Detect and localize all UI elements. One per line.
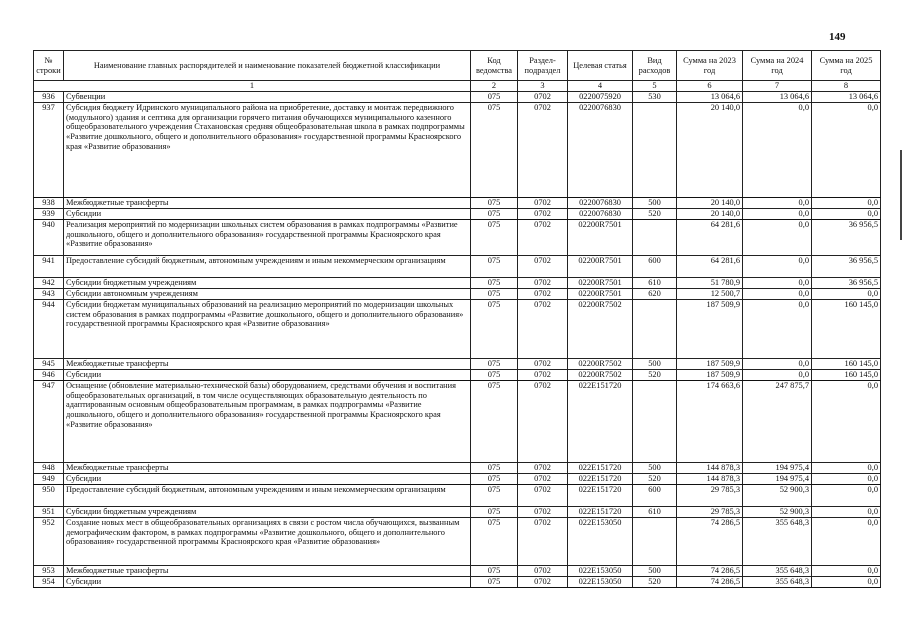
table-row <box>34 576 881 587</box>
row-number: 945 <box>34 358 64 369</box>
row-sum-2024: 52 900,3 <box>743 506 812 517</box>
column-index: 8 <box>812 81 881 92</box>
row-sum-2025: 36 956,5 <box>812 255 881 277</box>
row-name: Субсидии <box>64 473 471 484</box>
row-sum-2024: 0,0 <box>743 219 812 255</box>
table-row <box>34 369 881 380</box>
row-sum-2025: 0,0 <box>812 208 881 219</box>
row-number: 949 <box>34 473 64 484</box>
row-target: 022E151720 <box>568 473 633 484</box>
row-section: 0702 <box>518 462 568 473</box>
row-name: Межбюджетные трансферты <box>64 197 471 208</box>
row-sum-2023: 20 140,0 <box>677 197 743 208</box>
row-kind <box>633 219 677 255</box>
row-name: Субсидия бюджету Идринского муниципального района на приобретение, доставку и монтаж передвижного (модульного) здания и септика для организации горячего питания обучающихся муниципального казенного общеобразовательного учреждения Стахановская средняя общеобразовательная школа в рамках подпрограммы «Развитие дошкольного, общего и дополнительного образования» государственной программы Красноярского края «Развитие образования» <box>64 102 471 197</box>
header-sum-2025: Сумма на 2025 год <box>812 51 881 81</box>
row-number: 946 <box>34 369 64 380</box>
table-body <box>34 91 881 587</box>
column-index: 3 <box>518 81 568 92</box>
row-sum-2025: 0,0 <box>812 288 881 299</box>
row-kind: 520 <box>633 369 677 380</box>
row-kind <box>633 517 677 565</box>
row-sum-2025: 0,0 <box>812 517 881 565</box>
row-code: 075 <box>471 91 518 102</box>
row-number: 953 <box>34 565 64 576</box>
row-target: 02200R7501 <box>568 255 633 277</box>
row-target: 02200R7501 <box>568 219 633 255</box>
row-sum-2023: 64 281,6 <box>677 255 743 277</box>
row-section: 0702 <box>518 91 568 102</box>
table-row <box>34 484 881 506</box>
row-section: 0702 <box>518 358 568 369</box>
table-row <box>34 197 881 208</box>
table-row <box>34 255 881 277</box>
row-code: 075 <box>471 380 518 462</box>
row-sum-2023: 20 140,0 <box>677 208 743 219</box>
row-sum-2024: 0,0 <box>743 369 812 380</box>
row-code: 075 <box>471 369 518 380</box>
row-target: 022E153050 <box>568 565 633 576</box>
row-section: 0702 <box>518 576 568 587</box>
row-number: 938 <box>34 197 64 208</box>
row-sum-2024: 52 900,3 <box>743 484 812 506</box>
row-name: Создание новых мест в общеобразовательных организациях в связи с ростом числа обучающихся, вызванным демографическим фактором, в рамках подпрограммы «Развитие дошкольного, общего и дополнительного образования» государственной программы Красноярского края «Развитие образования» <box>64 517 471 565</box>
row-name: Субсидии бюджетным учреждениям <box>64 506 471 517</box>
row-code: 075 <box>471 565 518 576</box>
row-name: Субвенции <box>64 91 471 102</box>
row-target: 0220076830 <box>568 102 633 197</box>
row-sum-2024: 0,0 <box>743 208 812 219</box>
column-index: 1 <box>34 81 471 92</box>
row-section: 0702 <box>518 473 568 484</box>
row-code: 075 <box>471 517 518 565</box>
row-code: 075 <box>471 299 518 358</box>
row-target: 022E151720 <box>568 380 633 462</box>
row-number: 951 <box>34 506 64 517</box>
header-row-no: № строки <box>34 51 64 81</box>
table-row <box>34 565 881 576</box>
row-code: 075 <box>471 102 518 197</box>
row-sum-2025: 0,0 <box>812 462 881 473</box>
row-code: 075 <box>471 255 518 277</box>
row-name: Межбюджетные трансферты <box>64 358 471 369</box>
row-number: 941 <box>34 255 64 277</box>
table-row <box>34 473 881 484</box>
row-section: 0702 <box>518 369 568 380</box>
row-kind: 600 <box>633 484 677 506</box>
row-number: 942 <box>34 277 64 288</box>
row-sum-2023: 74 286,5 <box>677 517 743 565</box>
row-name: Субсидии бюджетам муниципальных образований на реализацию мероприятий по модернизации школьных систем образования в рамках подпрограммы «Развитие дошкольного, общего и дополнительного образования» государственной программы Красноярского края «Развитие образования» <box>64 299 471 358</box>
row-code: 075 <box>471 473 518 484</box>
row-kind: 500 <box>633 462 677 473</box>
row-sum-2025: 36 956,5 <box>812 277 881 288</box>
row-sum-2025: 0,0 <box>812 102 881 197</box>
header-name: Наименование главных распорядителей и наименование показателей бюджетной классификации <box>64 51 471 81</box>
row-section: 0702 <box>518 255 568 277</box>
table-row <box>34 506 881 517</box>
row-sum-2023: 174 663,6 <box>677 380 743 462</box>
header-sum-2024: Сумма на 2024 год <box>743 51 812 81</box>
row-section: 0702 <box>518 197 568 208</box>
row-sum-2024: 194 975,4 <box>743 473 812 484</box>
table-row <box>34 219 881 255</box>
column-index-row <box>34 81 881 92</box>
row-target: 02200R7502 <box>568 369 633 380</box>
row-section: 0702 <box>518 506 568 517</box>
row-code: 075 <box>471 219 518 255</box>
row-sum-2025: 160 145,0 <box>812 299 881 358</box>
row-kind <box>633 380 677 462</box>
row-sum-2024: 355 648,3 <box>743 565 812 576</box>
row-sum-2023: 29 785,3 <box>677 484 743 506</box>
row-name: Субсидии <box>64 576 471 587</box>
row-number: 937 <box>34 102 64 197</box>
row-name: Оснащение (обновление материально-технической базы) оборудованием, средствами обучения и воспитания общеобразовательных организаций, в том числе осуществляющих образовательную деятельность по адаптированным основным общеобразовательным программам, в рамках подпрограммы «Развитие дошкольного, общего и дополнительного образования» государственной программы Красноярского края «Развитие образования» <box>64 380 471 462</box>
table-row <box>34 299 881 358</box>
row-number: 944 <box>34 299 64 358</box>
row-section: 0702 <box>518 102 568 197</box>
row-target: 022E151720 <box>568 484 633 506</box>
row-sum-2025: 0,0 <box>812 506 881 517</box>
row-name: Субсидии <box>64 208 471 219</box>
table-row <box>34 208 881 219</box>
row-sum-2025: 0,0 <box>812 576 881 587</box>
row-code: 075 <box>471 506 518 517</box>
row-target: 0220076830 <box>568 208 633 219</box>
row-number: 952 <box>34 517 64 565</box>
row-sum-2025: 36 956,5 <box>812 219 881 255</box>
row-sum-2023: 12 500,7 <box>677 288 743 299</box>
row-name: Субсидии автономным учреждениям <box>64 288 471 299</box>
row-sum-2024: 194 975,4 <box>743 462 812 473</box>
row-name: Реализация мероприятий по модернизации школьных систем образования в рамках подпрограммы «Развитие дошкольного, общего и дополнительного образования» государственной программы Красноярского края «Развитие образования» <box>64 219 471 255</box>
row-kind: 500 <box>633 565 677 576</box>
row-sum-2023: 51 780,9 <box>677 277 743 288</box>
row-sum-2023: 187 509,9 <box>677 358 743 369</box>
row-name: Субсидии бюджетным учреждениям <box>64 277 471 288</box>
row-name: Межбюджетные трансферты <box>64 565 471 576</box>
row-section: 0702 <box>518 517 568 565</box>
row-sum-2025: 0,0 <box>812 197 881 208</box>
row-target: 022E153050 <box>568 576 633 587</box>
row-sum-2025: 0,0 <box>812 380 881 462</box>
row-section: 0702 <box>518 208 568 219</box>
row-sum-2025: 160 145,0 <box>812 358 881 369</box>
row-kind <box>633 299 677 358</box>
header-section: Раздел-подраздел <box>518 51 568 81</box>
row-sum-2025: 13 064,6 <box>812 91 881 102</box>
row-section: 0702 <box>518 277 568 288</box>
row-number: 950 <box>34 484 64 506</box>
row-sum-2024: 355 648,3 <box>743 517 812 565</box>
row-number: 947 <box>34 380 64 462</box>
table-row <box>34 277 881 288</box>
header-target: Целевая статья <box>568 51 633 81</box>
row-sum-2024: 0,0 <box>743 255 812 277</box>
row-sum-2023: 29 785,3 <box>677 506 743 517</box>
column-index: 7 <box>743 81 812 92</box>
row-sum-2025: 0,0 <box>812 473 881 484</box>
row-sum-2023: 74 286,5 <box>677 565 743 576</box>
row-target: 02200R7502 <box>568 299 633 358</box>
row-kind: 520 <box>633 473 677 484</box>
column-index: 2 <box>471 81 518 92</box>
row-target: 02200R7501 <box>568 288 633 299</box>
row-code: 075 <box>471 358 518 369</box>
header-code: Код ведомства <box>471 51 518 81</box>
row-target: 022E153050 <box>568 517 633 565</box>
row-code: 075 <box>471 197 518 208</box>
row-sum-2025: 0,0 <box>812 484 881 506</box>
row-kind: 520 <box>633 208 677 219</box>
table-row <box>34 288 881 299</box>
row-name: Субсидии <box>64 369 471 380</box>
row-kind: 500 <box>633 358 677 369</box>
table-row <box>34 380 881 462</box>
row-sum-2025: 160 145,0 <box>812 369 881 380</box>
row-target: 02200R7501 <box>568 277 633 288</box>
row-sum-2024: 0,0 <box>743 102 812 197</box>
row-kind: 610 <box>633 506 677 517</box>
row-kind: 620 <box>633 288 677 299</box>
row-sum-2023: 187 509,9 <box>677 299 743 358</box>
row-sum-2023: 187 509,9 <box>677 369 743 380</box>
row-sum-2024: 355 648,3 <box>743 576 812 587</box>
row-section: 0702 <box>518 299 568 358</box>
row-kind: 500 <box>633 197 677 208</box>
row-sum-2023: 144 878,3 <box>677 473 743 484</box>
row-code: 075 <box>471 576 518 587</box>
row-number: 940 <box>34 219 64 255</box>
row-number: 948 <box>34 462 64 473</box>
row-code: 075 <box>471 208 518 219</box>
row-number: 943 <box>34 288 64 299</box>
row-target: 022E151720 <box>568 506 633 517</box>
row-code: 075 <box>471 288 518 299</box>
row-sum-2024: 247 875,7 <box>743 380 812 462</box>
row-number: 954 <box>34 576 64 587</box>
row-sum-2025: 0,0 <box>812 565 881 576</box>
row-sum-2023: 20 140,0 <box>677 102 743 197</box>
page-number: 149 <box>829 31 846 43</box>
header-sum-2023: Сумма на 2023 год <box>677 51 743 81</box>
table-row <box>34 91 881 102</box>
row-kind: 520 <box>633 576 677 587</box>
column-index: 6 <box>677 81 743 92</box>
row-kind <box>633 102 677 197</box>
table-row <box>34 462 881 473</box>
table-row <box>34 358 881 369</box>
row-sum-2024: 0,0 <box>743 277 812 288</box>
header-kind: Вид расходов <box>633 51 677 81</box>
budget-table <box>33 50 881 588</box>
row-sum-2024: 0,0 <box>743 358 812 369</box>
row-sum-2023: 144 878,3 <box>677 462 743 473</box>
row-sum-2024: 13 064,6 <box>743 91 812 102</box>
row-section: 0702 <box>518 288 568 299</box>
row-code: 075 <box>471 484 518 506</box>
row-sum-2024: 0,0 <box>743 299 812 358</box>
row-target: 02200R7502 <box>568 358 633 369</box>
row-number: 936 <box>34 91 64 102</box>
row-section: 0702 <box>518 219 568 255</box>
row-section: 0702 <box>518 565 568 576</box>
column-index: 5 <box>633 81 677 92</box>
row-sum-2023: 13 064,6 <box>677 91 743 102</box>
row-name: Предоставление субсидий бюджетным, автономным учреждениям и иным некоммерческим организациям <box>64 484 471 506</box>
row-code: 075 <box>471 277 518 288</box>
row-name: Предоставление субсидий бюджетным, автономным учреждениям и иным некоммерческим организациям <box>64 255 471 277</box>
row-target: 022E151720 <box>568 462 633 473</box>
table-row <box>34 517 881 565</box>
row-kind: 600 <box>633 255 677 277</box>
row-sum-2023: 74 286,5 <box>677 576 743 587</box>
column-index: 4 <box>568 81 633 92</box>
row-kind: 530 <box>633 91 677 102</box>
row-name: Межбюджетные трансферты <box>64 462 471 473</box>
row-code: 075 <box>471 462 518 473</box>
table-header-row <box>34 51 881 81</box>
row-target: 0220076830 <box>568 197 633 208</box>
row-section: 0702 <box>518 380 568 462</box>
row-target: 0220075920 <box>568 91 633 102</box>
row-kind: 610 <box>633 277 677 288</box>
row-sum-2023: 64 281,6 <box>677 219 743 255</box>
table-row <box>34 102 881 197</box>
row-section: 0702 <box>518 484 568 506</box>
row-sum-2024: 0,0 <box>743 288 812 299</box>
scan-fold-mark <box>900 150 902 240</box>
row-sum-2024: 0,0 <box>743 197 812 208</box>
row-number: 939 <box>34 208 64 219</box>
